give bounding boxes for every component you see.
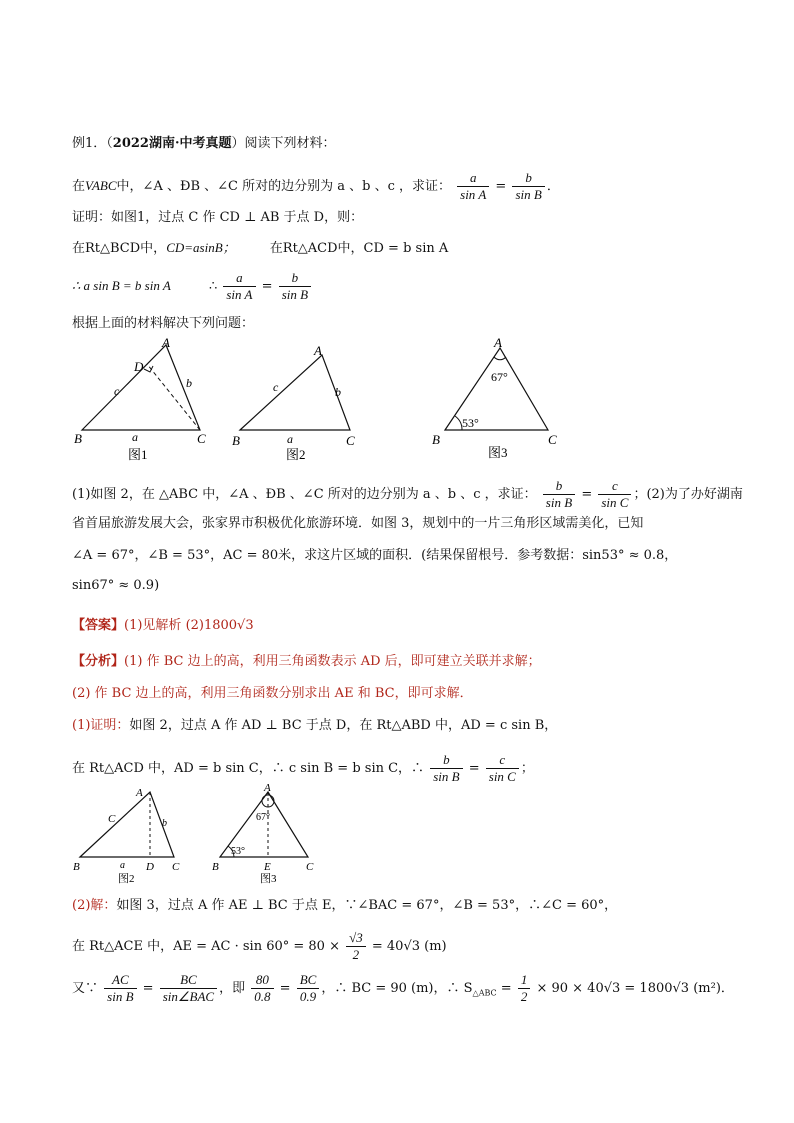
figure-1 [74,335,206,462]
vertex-c: C [548,432,557,447]
question-1: (1)如图 2，在 △ABC 中，∠A 、ÐB 、∠C 所对的边分别为 a 、b 、c ，求证： $\frac{b}{\text{sin B}}$ = $\frac{c}{\text{sin C}}$ ；(2)为了办好湖南 [72,478,743,510]
right-angle-mark [144,366,153,372]
altitude-cd [147,364,200,430]
proof-line-3: ∴ a sin B = b sin A ∴ $\frac{a}{\text{sin A}}$ = $\frac{b}{\text{sin B}}$ [72,270,313,303]
triangle-2b [80,792,174,857]
side-a: a [287,432,293,446]
instruction: 根据上面的材料解决下列问题： [72,316,255,331]
vertex-c: C [306,861,314,873]
fraction-b-sinB: $\frac{b}{\text{sin B}}$ [512,170,544,203]
side-a: a [120,860,125,871]
analysis-line-1: 【分析】(1) 作 BC 边上的高，利用三角函数表示 AD 后，即可建立关联并求解； [72,654,541,669]
answer-text: (1)见解析 (2)1800√3 [124,618,254,633]
angle-b-label: 53° [462,416,479,430]
fraction-c-sinC: $\frac{c}{\text{sin C}}$ [486,752,519,785]
side-c: c [273,380,279,394]
caption-fig3: 图3 [488,445,508,460]
fraction-b-sinB: $\frac{b}{\text{sin B}}$ [543,478,575,511]
question-2-line-3: sin67° ≈ 0.9) [72,578,160,593]
angle-a-label: 67° [491,370,508,384]
solution-p1: (1)证明：如图 2，过点 A 作 AD ⊥ BC 于点 D，在 Rt△ABD 中，AD = c sin B， [72,718,558,733]
proof-line-1: 证明：如图1，过点 C 作 CD ⊥ AB 于点 D，则： [72,210,364,225]
side-b: b [335,385,341,399]
proof-line-2: 在Rt△BCD中，CD=asinB； 在Rt△ACD中，CD = b sin A [72,240,449,256]
solution-figures-row [70,782,330,890]
vertex-b: B [232,433,240,448]
solution-figure-2 [73,787,180,885]
triangle-2 [240,355,350,430]
answer-tag: 【答案】 [72,618,125,633]
analysis-tag: 【分析】 [72,654,125,669]
solution-p3: (2)解：如图 3，过点 A 作 AE ⊥ BC 于点 E，∵∠BAC = 67°，∠B = 53°，∴∠C = 60°， [72,898,618,913]
vertex-c: C [197,431,206,446]
analysis-line-2: (2) 作 BC 边上的高，利用三角函数分别求出 AE 和 BC，即可求解． [72,686,473,701]
caption-fig1: 图1 [128,447,148,462]
caption-fig2b: 图2 [118,873,135,885]
angle-a-arc [494,357,506,360]
fraction-bc-09: $\frac{BC}{0.9}$ [297,972,320,1005]
fraction-c-sinC: $\frac{c}{\text{sin C}}$ [598,478,631,511]
vertex-a: A [264,782,271,794]
point-e: E [264,861,271,873]
figure-3 [432,335,557,460]
fraction-b-sinB: $\frac{b}{\text{sin B}}$ [279,270,311,303]
vertex-b: B [212,861,219,873]
side-b: b [186,376,192,390]
side-a: a [132,430,138,444]
vertex-b: B [74,431,82,446]
fraction-b-sinB: $\frac{b}{\text{sin B}}$ [430,752,462,785]
vertex-a: A [162,335,170,350]
triangle-3 [445,348,548,430]
fraction-bc-sinBAC: $\frac{BC}{\text{sin∠BAC}}$ [160,972,217,1005]
caption-fig2: 图2 [286,447,306,462]
example-statement: 在VABC中，∠A 、ÐB 、∠C 所对的边分别为 a 、b 、c ，求证： $\frac{a}{\text{sin A}}$ = $\frac{b}{\text{sin B}}$ ． [72,170,560,202]
vertex-b: B [73,861,80,873]
side-c: c [114,384,120,398]
solution-p2: 在 Rt△ACD 中，AD = b sin C，∴ c sin B = b sin C，∴ $\frac{b}{\text{sin B}}$ = $\frac{c}{\text{sin C}}$ ； [72,752,534,784]
angle-a-label: 67° [256,812,270,823]
figure-2 [232,343,355,462]
vertex-b: B [432,432,440,447]
vertex-a: A [494,335,502,350]
vertex-a: A [314,343,322,358]
solution-p4: 在 Rt△ACE 中，AE = AC · sin 60° = 80 × $\frac{√3}{2}$ = 40√3 (m) [72,930,447,962]
angle-b-label: 53° [231,846,245,857]
solution-figure-3 [212,782,314,885]
point-d: D [146,861,154,873]
point-d: D [134,359,144,374]
fraction-sqrt3-2: $\frac{√3}{2}$ [346,930,366,963]
example-source: 2022湖南·中考真题 [112,136,232,151]
example-header: 例1．（2022湖南·中考真题）阅读下列材料： [72,136,336,151]
side-c: C [108,813,116,825]
fraction-a-sinA: $\frac{a}{\text{sin A}}$ [223,270,255,303]
vertex-c: C [346,433,355,448]
angle-b-arc [455,416,462,430]
question-2-line-1: 省首届旅游发展大会，张家界市积极优化旅游环境．如图 3，规划中的一片三角形区域需美化，已知 [72,516,644,531]
side-b: b [162,818,167,829]
answer [72,616,254,636]
fraction-ac-sinB: $\frac{AC}{\text{sin B}}$ [104,972,136,1005]
vertex-a: A [136,787,143,799]
figures-row [70,335,590,465]
question-2-line-2: ∠A = 67°，∠B = 53°，AC = 80米，求这片区域的面积．(结果保留根号．参考数据：sin53° ≈ 0.8， [72,548,678,563]
triangle-1 [82,345,200,430]
fraction-a-sinA: $\frac{a}{\text{sin A}}$ [457,170,489,203]
fraction-half: $\frac{1}{2}$ [518,972,531,1005]
vertex-c: C [172,861,180,873]
fraction-80-08: $\frac{80}{0.8}$ [251,972,273,1005]
caption-fig3b: 图3 [260,873,277,885]
solution-p5: 又∵ $\frac{AC}{\text{sin B}}$ = $\frac{BC}{\text{sin∠BAC}}$ ，即 $\frac{80}{0.8}$ = $\frac{BC}{0.9}$ ，∴ BC = 90 (m)，∴ $S_{\triangle ABC}$ = $\frac{1}{2}$ × 90 × 40√3 = 1800√3 (m²)． [72,972,734,1004]
